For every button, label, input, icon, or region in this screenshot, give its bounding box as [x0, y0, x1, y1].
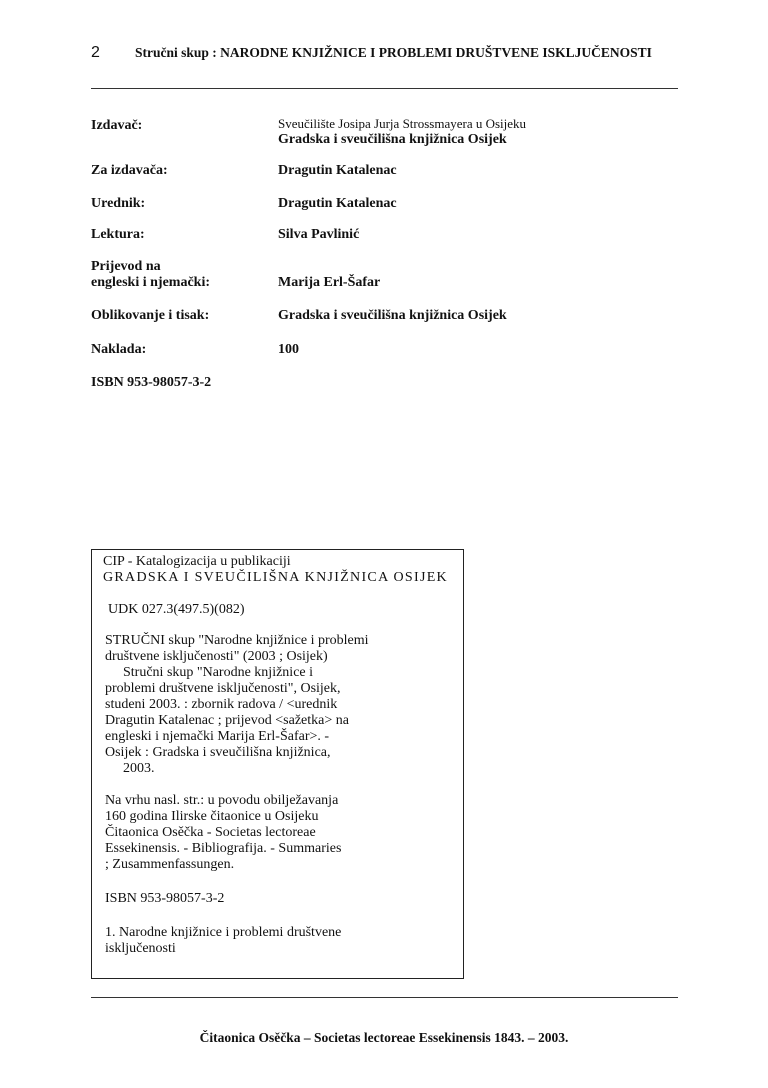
izdavac-line-1: Sveučilište Josipa Jurja Strossmayera u Osijeku — [278, 116, 527, 131]
izdavac-label: Izdavač: — [91, 118, 143, 133]
header-rule — [91, 88, 678, 89]
cip-entry-line: problemi društvene isključenosti", Osijek, — [105, 681, 341, 696]
cip-udk: UDK 027.3(497.5)(082) — [108, 602, 245, 617]
cip-note-line: 160 godina Ilirske čitaonice u Osijeku — [105, 809, 319, 824]
za-izdavaca-value: Dragutin Katalenac — [278, 163, 397, 178]
urednik-value: Dragutin Katalenac — [278, 196, 397, 211]
oblikovanje-label: Oblikovanje i tisak: — [91, 308, 210, 323]
urednik-label: Urednik: — [91, 196, 146, 211]
oblikovanje-value: Gradska i sveučilišna knjižnica Osijek — [278, 308, 507, 323]
prijevod-value: Marija Erl-Šafar — [278, 275, 381, 290]
cip-note-line: ; Zusammenfassungen. — [105, 857, 235, 872]
footer-rule — [91, 997, 678, 998]
lektura-label: Lektura: — [91, 227, 145, 242]
cip-note-line: Na vrhu nasl. str.: u povodu obilježavanja — [105, 793, 339, 808]
naklada-label: Naklada: — [91, 342, 147, 357]
footer-text: Čitaonica Osěčka – Societas lectoreae Essekinensis 1843. – 2003. — [199, 1030, 569, 1045]
cip-entry-line: Dragutin Katalenac ; prijevod <sažetka> na — [105, 713, 349, 728]
naklada-value: 100 — [278, 342, 299, 357]
cip-entry-line: 2003. — [123, 761, 155, 776]
cip-library-name: GRADSKA I SVEUČILIŠNA KNJIŽNICA OSIJEK — [103, 570, 448, 585]
cip-note-line: Čitaonica Osěčka - Societas lectoreae — [105, 825, 316, 840]
cip-entry-line: Stručni skup "Narodne knjižnice i — [123, 665, 314, 680]
cip-entry-line: studeni 2003. : zbornik radova / <urednik — [105, 697, 338, 712]
cip-record-box — [91, 549, 464, 979]
cip-subject-line: isključenosti — [105, 941, 176, 956]
cip-entry-line: društvene isključenosti" (2003 ; Osijek) — [105, 649, 328, 664]
running-title: Stručni skup : NARODNE KNJIŽNICE I PROBLEMI DRUŠTVENE ISKLJUČENOSTI — [135, 45, 652, 60]
page-number: 2 — [91, 44, 100, 61]
cip-entry-line: Osijek : Gradska i sveučilišna knjižnica, — [105, 745, 331, 760]
cip-entry-line: engleski i njemački Marija Erl-Šafar>. - — [105, 729, 330, 744]
lektura-value: Silva Pavlinić — [278, 227, 360, 242]
cip-isbn: ISBN 953-98057-3-2 — [105, 891, 225, 906]
prijevod-label-line-1: Prijevod na — [91, 259, 161, 274]
cip-note-line: Essekinensis. - Bibliografija. - Summaries — [105, 841, 342, 856]
cip-subject-line: 1. Narodne knjižnice i problemi društvene — [105, 925, 342, 940]
izdavac-line-2: Gradska i sveučilišna knjižnica Osijek — [278, 132, 507, 147]
isbn-imprint: ISBN 953-98057-3-2 — [91, 375, 212, 390]
cip-entry-line: STRUČNI skup "Narodne knjižnice i problemi — [105, 633, 369, 648]
za-izdavaca-label: Za izdavača: — [91, 163, 168, 178]
cip-heading: CIP - Katalogizacija u publikaciji — [103, 554, 291, 569]
prijevod-label-line-2: engleski i njemački: — [91, 275, 210, 290]
